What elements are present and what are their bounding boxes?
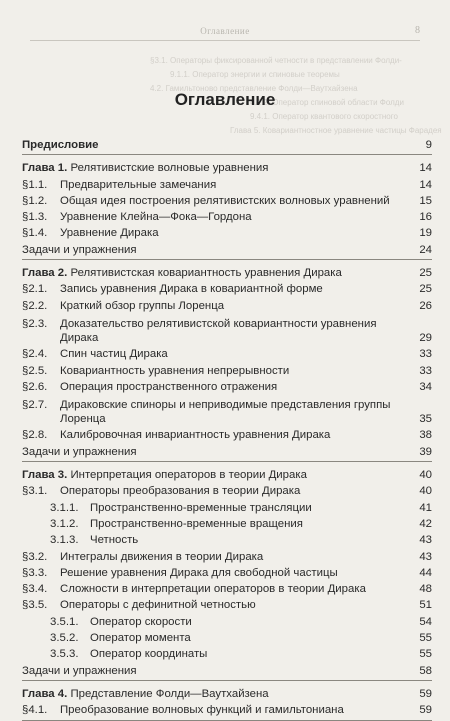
toc-page-number: 25 bbox=[419, 283, 432, 296]
toc-section-title: Запись уравнения Дирака в ковариантной форме bbox=[60, 283, 323, 296]
page-title: Оглавление bbox=[174, 90, 276, 109]
toc-page-number: 48 bbox=[419, 583, 432, 596]
toc-section-number: §3.2. bbox=[22, 550, 48, 563]
toc-section-title: Оператор скорости bbox=[90, 615, 192, 628]
toc-page-number: 59 bbox=[419, 687, 432, 700]
toc-section-text bbox=[22, 615, 410, 629]
toc-section[interactable] bbox=[22, 550, 432, 564]
toc-section[interactable] bbox=[22, 631, 432, 645]
toc-page-number: 51 bbox=[419, 599, 432, 612]
toc-page-number: 29 bbox=[419, 331, 432, 344]
divider bbox=[22, 461, 432, 462]
toc-page-number: 14 bbox=[419, 178, 432, 191]
toc-chapter-title: Представление Фолди—Ваутхайзена bbox=[70, 687, 269, 700]
toc-section-text bbox=[22, 631, 410, 645]
toc-section-number: §1.1. bbox=[22, 178, 48, 191]
toc-section-text bbox=[22, 194, 410, 208]
toc-section-number: §2.1. bbox=[22, 283, 48, 296]
toc-section-title: Уравнение Клейна—Фока—Гордона bbox=[60, 211, 252, 224]
toc-section-text bbox=[22, 501, 410, 515]
toc-chapter-title: Релятивистская ковариантность уравнения Дирака bbox=[70, 267, 342, 280]
toc-section-text bbox=[22, 210, 410, 224]
bleed-through-text: 4.2. Гамильтоново представление Фолди—Ваутхайзена bbox=[150, 84, 358, 93]
toc-page-number: 40 bbox=[419, 469, 432, 482]
toc-section-title: Операторы с дефинитной четностью bbox=[60, 599, 256, 612]
toc-section[interactable] bbox=[22, 598, 432, 612]
toc-section[interactable] bbox=[22, 380, 432, 394]
toc-page-number: 26 bbox=[419, 299, 432, 312]
toc-section-text bbox=[22, 380, 410, 394]
toc-section-number: 3.5.2. bbox=[50, 632, 79, 645]
toc-section-title: Уравнение Дирака bbox=[60, 227, 159, 240]
toc-section-title: Предварительные замечания bbox=[60, 178, 217, 191]
toc-section-title: Оператор момента bbox=[90, 632, 191, 645]
toc-section-text bbox=[22, 347, 410, 361]
toc-section-number: 3.1.1. bbox=[50, 501, 79, 514]
toc-chapter-label: Глава 2. bbox=[22, 267, 68, 280]
toc-section[interactable] bbox=[22, 194, 432, 208]
toc-section-number: §2.7. bbox=[22, 399, 48, 412]
toc-page-number: 54 bbox=[419, 615, 432, 628]
running-head-page: 8 bbox=[415, 25, 420, 36]
toc-page-number: 44 bbox=[419, 566, 432, 579]
toc-chapter-title: Интерпретация операторов в теории Дирака bbox=[70, 469, 307, 482]
toc-section-text bbox=[22, 299, 410, 313]
toc-tasks[interactable] bbox=[22, 664, 432, 678]
toc-section-text bbox=[22, 364, 410, 378]
toc-tasks-text: Задачи и упражнения bbox=[22, 445, 137, 458]
toc-section[interactable] bbox=[22, 299, 432, 313]
toc-section[interactable] bbox=[22, 178, 432, 192]
toc-section-text bbox=[22, 703, 410, 717]
toc-section-number: §3.1. bbox=[22, 485, 48, 498]
bleed-through-text: 9.4.1. Оператор квантового скоростного bbox=[250, 112, 398, 121]
toc-section[interactable] bbox=[22, 582, 432, 596]
toc-page-number: 55 bbox=[419, 632, 432, 645]
divider bbox=[22, 680, 432, 681]
bleed-through-text: 9.1.1. Оператор энергии и спиновые теоремы bbox=[170, 70, 340, 79]
toc-section-number: §3.4. bbox=[22, 583, 48, 596]
toc-section[interactable] bbox=[22, 647, 432, 661]
toc-section-title-continued: Дирака bbox=[60, 331, 99, 344]
toc-tasks[interactable] bbox=[22, 445, 432, 459]
toc-section[interactable] bbox=[22, 428, 432, 442]
toc-page-number: 25 bbox=[419, 267, 432, 280]
toc-chapter-text bbox=[22, 687, 410, 701]
toc-chapter-label: Глава 4. bbox=[22, 687, 68, 700]
toc-section-text bbox=[22, 598, 410, 612]
toc-section-number: §2.3. bbox=[22, 317, 48, 330]
toc-section-number: 3.1.2. bbox=[50, 517, 79, 530]
toc-page-number: 39 bbox=[419, 445, 432, 458]
toc-section-title: Интегралы движения в теории Дирака bbox=[60, 550, 264, 563]
toc-section-number: §4.1. bbox=[22, 704, 48, 717]
toc-section-number: §2.8. bbox=[22, 429, 48, 442]
toc-section-number: §2.4. bbox=[22, 348, 48, 361]
toc-section-title: Общая идея построения релятивистских волновых уравнений bbox=[60, 194, 390, 207]
toc-section-text bbox=[22, 550, 410, 564]
toc-page-number: 34 bbox=[419, 380, 432, 393]
toc-page-number: 35 bbox=[419, 413, 432, 426]
toc-section-title: Операция пространственного отражения bbox=[60, 380, 278, 393]
toc-section-title: Решение уравнения Дирака для свободной частицы bbox=[60, 566, 338, 579]
toc-section-text bbox=[22, 398, 410, 426]
toc-page-number: 19 bbox=[419, 227, 432, 240]
bleed-through-text: 4.2.2. Оператор спиновой области Фолди bbox=[250, 98, 404, 107]
toc-preface-label: Предисловие bbox=[22, 139, 99, 151]
toc-page-number: 16 bbox=[419, 211, 432, 224]
toc-page-number: 15 bbox=[419, 194, 432, 207]
toc-preface[interactable] bbox=[22, 138, 432, 152]
table-of-contents bbox=[22, 138, 432, 721]
toc-section[interactable] bbox=[22, 396, 432, 426]
toc-section-text bbox=[22, 582, 410, 596]
toc-page-number: 41 bbox=[419, 501, 432, 514]
toc-page-number: 9 bbox=[425, 139, 432, 151]
toc-section-number: §1.2. bbox=[22, 194, 48, 207]
toc-section-number: §3.5. bbox=[22, 599, 48, 612]
toc-section-title: Спин частиц Дирака bbox=[60, 348, 168, 361]
toc-section[interactable] bbox=[22, 210, 432, 224]
toc-chapter-label: Глава 1. bbox=[22, 162, 68, 175]
toc-section[interactable] bbox=[22, 517, 432, 531]
toc-section[interactable] bbox=[22, 315, 432, 345]
toc-section-text bbox=[22, 484, 410, 498]
toc-section-number: §1.4. bbox=[22, 227, 48, 240]
bleed-through-text: §3.1. Операторы фиксированной четности в представлении Фолди- bbox=[150, 56, 402, 65]
toc-section[interactable] bbox=[22, 501, 432, 515]
toc-section[interactable] bbox=[22, 615, 432, 629]
toc-section-title: Доказательство релятивистской ковариантности уравнения bbox=[60, 317, 377, 330]
toc-section[interactable] bbox=[22, 347, 432, 361]
divider bbox=[22, 259, 432, 260]
toc-page-number: 43 bbox=[419, 550, 432, 563]
toc-section-title: Пространственно-временные вращения bbox=[90, 517, 303, 530]
toc-section-text bbox=[22, 317, 410, 345]
toc-page-number: 33 bbox=[419, 348, 432, 361]
toc-section[interactable] bbox=[22, 484, 432, 498]
toc-page-number: 24 bbox=[419, 243, 432, 256]
toc-page-number: 42 bbox=[419, 517, 432, 530]
running-head bbox=[30, 26, 420, 41]
toc-section-number: 3.5.1. bbox=[50, 615, 79, 628]
toc-chapter[interactable] bbox=[22, 161, 432, 175]
toc-page-number: 38 bbox=[419, 429, 432, 442]
divider bbox=[22, 720, 432, 721]
toc-section-number: §2.6. bbox=[22, 380, 48, 393]
toc-page-number: 59 bbox=[419, 704, 432, 717]
toc-section-title: Операторы преобразования в теории Дирака bbox=[60, 485, 301, 498]
running-head-title: Оглавление bbox=[200, 26, 250, 36]
toc-chapter-text bbox=[22, 266, 410, 280]
toc-section-number: §2.5. bbox=[22, 364, 48, 377]
toc-chapter[interactable] bbox=[22, 687, 432, 701]
toc-section[interactable] bbox=[22, 226, 432, 240]
toc-chapter[interactable] bbox=[22, 266, 432, 280]
toc-chapter-text bbox=[22, 161, 410, 175]
toc-tasks-text: Задачи и упражнения bbox=[22, 243, 137, 256]
toc-section[interactable] bbox=[22, 364, 432, 378]
toc-section[interactable] bbox=[22, 566, 432, 580]
toc-section-number: 3.1.3. bbox=[50, 534, 79, 547]
toc-page-number: 33 bbox=[419, 364, 432, 377]
toc-page-number: 14 bbox=[419, 162, 432, 175]
toc-section-title: Краткий обзор группы Лоренца bbox=[60, 299, 225, 312]
toc-section-title: Оператор координаты bbox=[90, 648, 208, 661]
toc-section-text bbox=[22, 178, 410, 192]
toc-section-text bbox=[22, 226, 410, 240]
toc-section-title: Четность bbox=[90, 534, 139, 547]
toc-section-title: Ковариантность уравнения непрерывности bbox=[60, 364, 290, 377]
toc-section-number: §3.3. bbox=[22, 566, 48, 579]
toc-chapter[interactable] bbox=[22, 468, 432, 482]
toc-section-text bbox=[22, 647, 410, 661]
toc-chapter-title: Релятивистские волновые уравнения bbox=[70, 162, 269, 175]
toc-page-number: 55 bbox=[419, 648, 432, 661]
toc-section-title: Калибровочная инвариантность уравнения Дирака bbox=[60, 429, 331, 442]
toc-chapter-text bbox=[22, 468, 410, 482]
toc-page-number: 43 bbox=[419, 534, 432, 547]
toc-chapter-label: Глава 3. bbox=[22, 469, 68, 482]
toc-section-text bbox=[22, 282, 410, 296]
toc-section[interactable] bbox=[22, 703, 432, 717]
toc-section-text bbox=[22, 566, 410, 580]
toc-section-title: Дираковские спиноры и неприводимые представления группы bbox=[60, 399, 391, 412]
toc-section-title-continued: Лоренца bbox=[60, 413, 106, 426]
toc-section-number: §1.3. bbox=[22, 211, 48, 224]
toc-tasks[interactable] bbox=[22, 243, 432, 257]
bleed-through-text: Глава 5. Ковариантностное уравнение частицы Фарадея bbox=[230, 126, 442, 135]
toc-section-title: Преобразование волновых функций и гамильтониана bbox=[60, 704, 344, 717]
divider bbox=[22, 154, 432, 155]
toc-section-title: Сложности в интерпретации операторов в теории Дирака bbox=[60, 583, 366, 596]
toc-section[interactable] bbox=[22, 282, 432, 296]
toc-section-number: §2.2. bbox=[22, 299, 48, 312]
toc-tasks-text: Задачи и упражнения bbox=[22, 664, 137, 677]
toc-page-number: 58 bbox=[419, 664, 432, 677]
toc-section[interactable] bbox=[22, 533, 432, 547]
toc-section-number: 3.5.3. bbox=[50, 648, 79, 661]
toc-section-text bbox=[22, 428, 410, 442]
toc-section-title: Пространственно-временные трансляции bbox=[90, 501, 312, 514]
toc-section-text bbox=[22, 533, 410, 547]
toc-page-number: 40 bbox=[419, 485, 432, 498]
toc-section-text bbox=[22, 517, 410, 531]
